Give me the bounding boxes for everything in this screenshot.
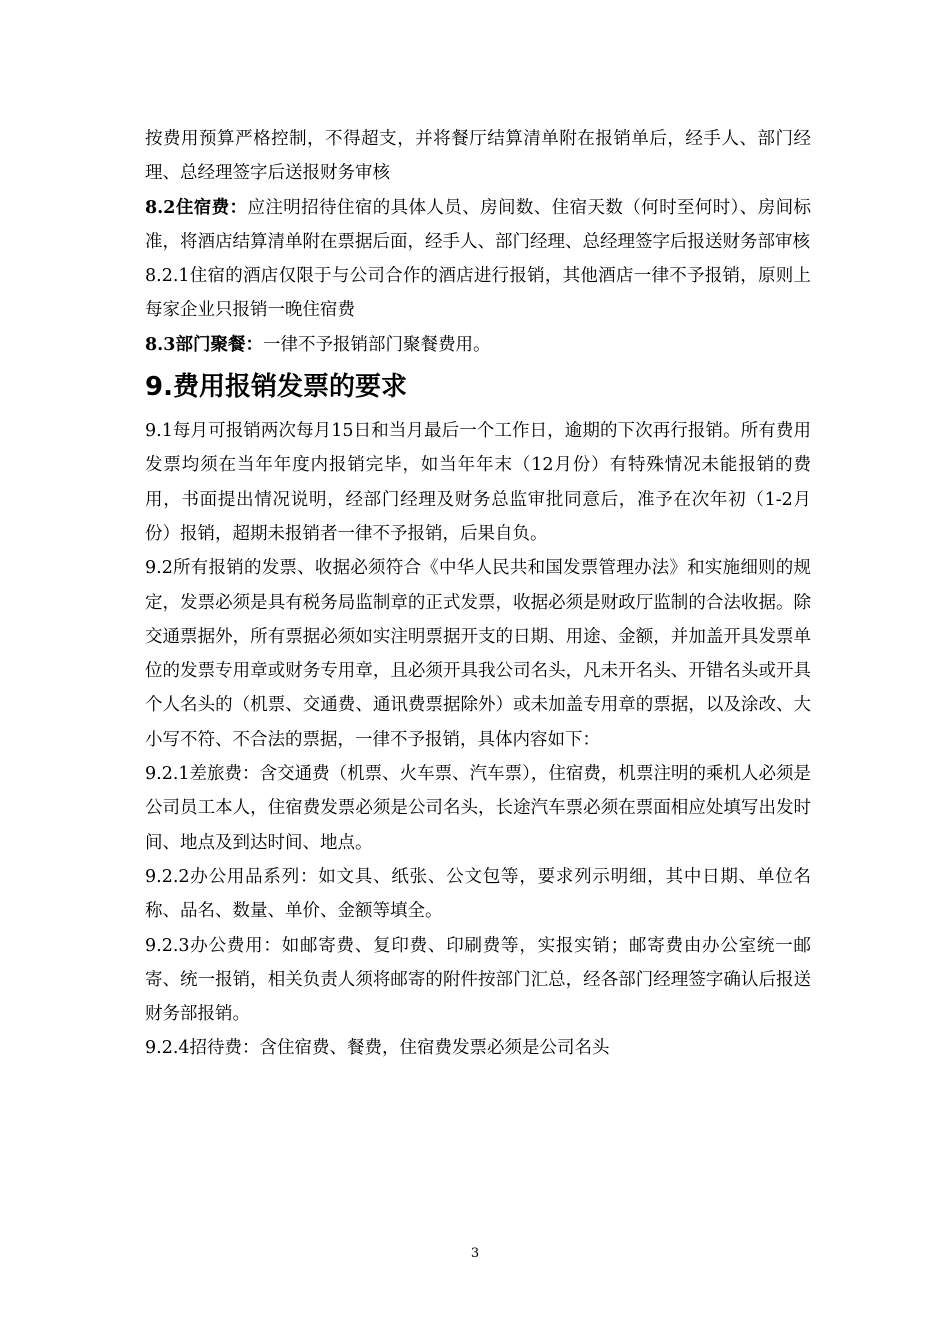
paragraph-lead: 8.3部门聚餐：: [145, 334, 263, 355]
paragraph-lead: 8.2住宿费：: [145, 197, 248, 218]
paragraph-office-supplies: 9.2.2办公用品系列：如文具、纸张、公文包等，要求列示明细，其中日期、单位名称、品名、数量、单价、金额等填全。: [145, 866, 811, 922]
paragraph-meal-expense-tail: [145, 122, 811, 191]
paragraph-text: 8.2.1住宿的酒店仅限于与公司合作的酒店进行报销，其他酒店一律不予报销，原则上每家企业只报销一晚住宿费: [145, 266, 811, 321]
paragraph-department-dinner: [145, 328, 811, 362]
paragraph-text: 按费用预算严格控制，不得超支，并将餐厅结算清单附在报销单后，经手人、部门经理、总经理签字后送报财务审核: [145, 129, 811, 184]
paragraph-travel-expense: 9.2.1差旅费：含交通费（机票、火车票、汽车票），住宿费，机票注明的乘机人必须是公司员工本人，住宿费发票必须是公司名头，长途汽车票必须在票面相应处填写出发时间、地点及到达时间、地点。: [145, 764, 811, 853]
paragraph-hotel-restriction: [145, 259, 811, 328]
paragraph-office-expenses: 9.2.3办公费用：如邮寄费、复印费、印刷费等，实报实销；邮寄费由办公室统一邮寄、统一报销，相关负责人须将邮寄的附件按部门汇总，经各部门经理签字确认后报送财务部报销。: [145, 935, 811, 1025]
paragraph-entertainment-expense: 9.2.4招待费：含住宿费、餐费，住宿费发票必须是公司名头: [145, 1038, 610, 1059]
section-heading: 9.费用报销发票的要求: [145, 372, 407, 403]
paragraph-text: 一律不予报销部门聚餐费用。: [262, 334, 491, 355]
paragraph-lodging-expense: [145, 191, 811, 260]
paragraph-reimbursement-schedule: 9.1每月可报销两次每月15日和当月最后一个工作日，逾期的下次再行报销。所有费用发票均须在当年年度内报销完毕，如当年年末（12月份）有特殊情况未能报销的费用，书面提出情况说明，经部门经理及财务总监审批同意后，准予在次年初（1-2月份）报销，超期未报销者一律不予报销，后果自负。: [145, 421, 811, 544]
paragraph-text: 应注明招待住宿的具体人员、房间数、住宿天数（何时至何时）、房间标准，将酒店结算清单附在票据后面，经手人、部门经理、总经理签字后报送财务部审核: [145, 197, 811, 252]
document-body: [145, 122, 811, 1066]
page-number: 3: [470, 1246, 480, 1261]
paragraph-invoice-requirements: 9.2所有报销的发票、收据必须符合《中华人民共和国发票管理办法》和实施细则的规定，发票必须是具有税务局监制章的正式发票，收据必须是财政厅监制的合法收据。除交通票据外，所有票据必须如实注明票据开支的日期、用途、金额，并加盖开具发票单位的发票专用章或财务专用章，且必须开具我公司名头，凡未开名头、开错名头或开具个人名头的（机票、交通费、通讯费票据除外）或未加盖专用章的票据，以及涂改、大小写不符、不合法的票据，一律不予报销，具体内容如下：: [145, 558, 811, 750]
